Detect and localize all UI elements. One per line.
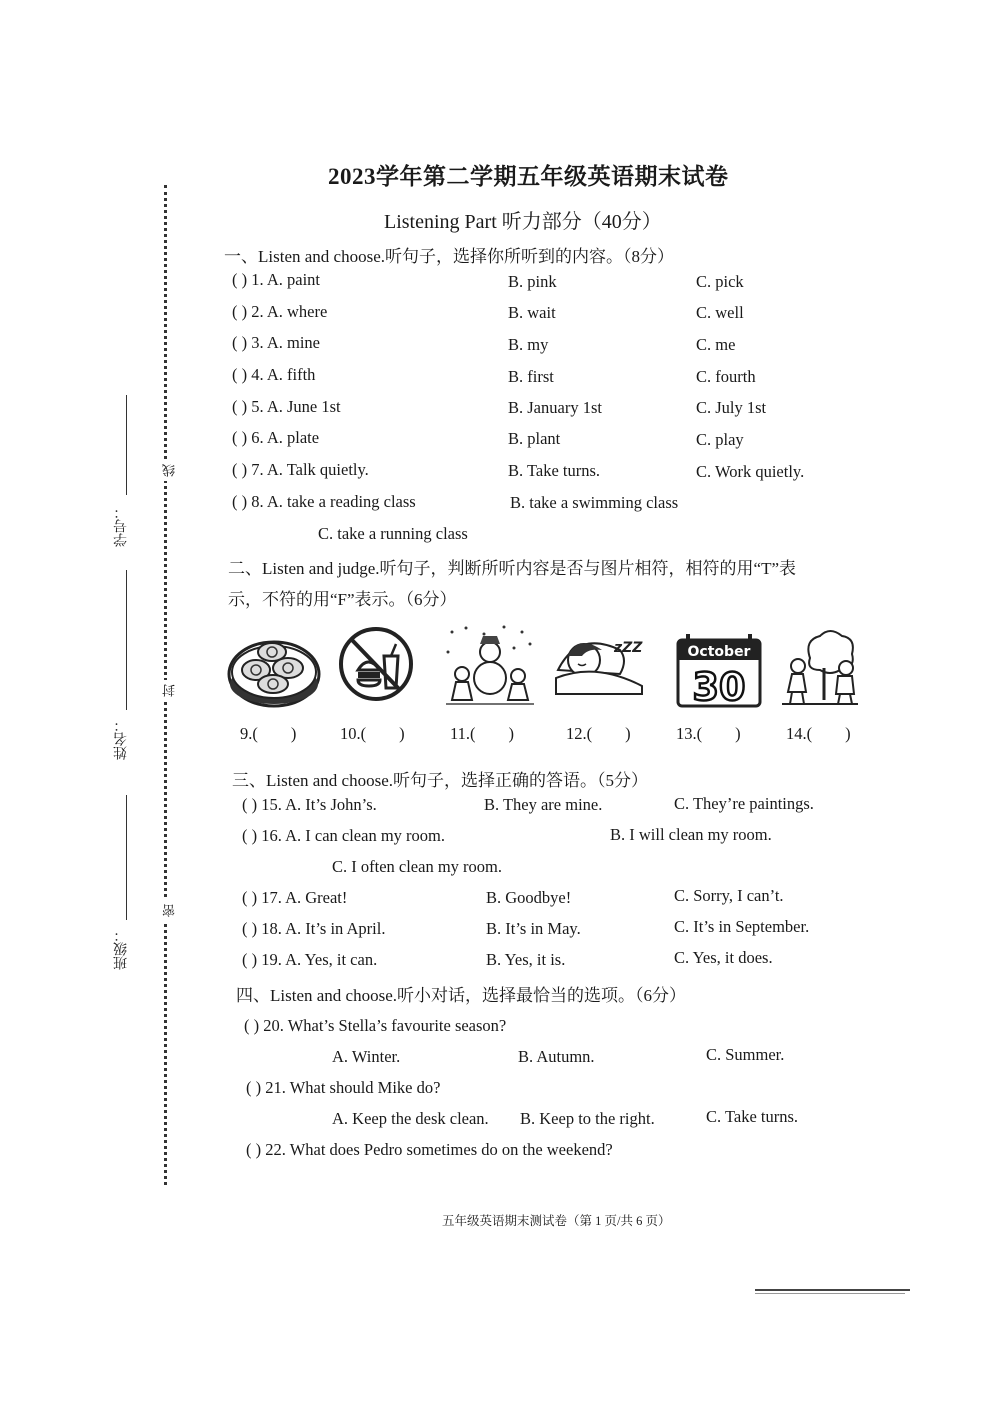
q5-stem: ( ) 5. A. June 1st [232,397,341,416]
q21-option-b: B. Keep to the right. [520,1109,655,1128]
answer-10[interactable]: 10.( ) [340,724,405,743]
scan-edge-line [755,1289,910,1291]
student-id-field[interactable] [126,395,127,495]
q6-option-b: B. plant [508,429,561,448]
page-footer: 五年级英语期末测试卷（第 1 页/共 6 页） [442,1214,671,1228]
q4-option-c: C. fourth [696,367,756,386]
q15-stem: ( ) 15. A. It’s John’s. [242,795,377,814]
q16-option-b: B. I will clean my room. [610,825,772,844]
section2-heading-line1: 二、Listen and judge.听句子，判断所听内容是否与图片相符，相符的用“T”表 [228,559,797,578]
class-label: 班级： [114,928,129,970]
q8-option-c: C. take a running class [318,524,468,543]
calendar-day: 30 [692,665,746,708]
q8-stem: ( ) 8. A. take a reading class [232,492,416,511]
name-field[interactable] [126,570,127,710]
seal-char-feng: 封 [160,680,179,701]
q19-stem: ( ) 19. A. Yes, it can. [242,950,378,969]
q16-stem: ( ) 16. A. I can clean my room. [242,826,445,845]
q18-option-c: C. It’s in September. [674,917,810,936]
q2-option-b: B. wait [508,303,556,322]
answer-12[interactable]: 12.( ) [566,724,631,743]
q5-option-c: C. July 1st [696,398,767,417]
q19-option-c: C. Yes, it does. [674,948,773,967]
picture-snowman-children [444,622,536,713]
q17-option-c: C. Sorry, I can’t. [674,886,784,905]
name-label: 姓名： [114,718,129,760]
picture-mooncakes [226,622,322,717]
q20-option-c: C. Summer. [706,1045,785,1064]
q22-stem: ( ) 22. What does Pedro sometimes do on the weekend? [246,1140,613,1159]
q21-option-a: A. Keep the desk clean. [332,1109,489,1128]
picture-no-food-sign [338,622,418,707]
q6-stem: ( ) 6. A. plate [232,428,320,447]
q2-option-c: C. well [696,303,744,322]
calendar-month: October [687,644,751,660]
zzz-text: zZZ [614,640,643,656]
seal-char-xian: 线 [160,460,179,481]
q20-stem: ( ) 20. What’s Stella’s favourite season? [244,1016,507,1035]
picture-calendar [676,634,762,713]
q3-stem: ( ) 3. A. mine [232,333,320,352]
q3-option-c: C. me [696,335,736,354]
q7-option-c: C. Work quietly. [696,462,805,481]
student-id-label: 学号： [114,505,129,547]
q21-stem: ( ) 21. What should Mike do? [246,1078,441,1097]
q15-option-c: C. They’re paintings. [674,794,814,813]
q5-option-b: B. January 1st [508,398,602,417]
page-title: 2023学年第二学期五年级英语期末试卷 [328,164,729,189]
q6-option-c: C. play [696,430,744,449]
answer-13[interactable]: 13.( ) [676,724,741,743]
answer-9[interactable]: 9.( ) [240,724,297,743]
q1-option-b: B. pink [508,272,557,291]
q2-stem: ( ) 2. A. where [232,302,328,321]
q3-option-b: B. my [508,335,549,354]
q16-option-c: C. I often clean my room. [332,857,502,876]
section2-heading-line2: 示，不符的用“F”表示。（6分） [228,590,457,609]
picture-tree-planting [780,628,860,713]
q8-option-b: B. take a swimming class [510,493,679,512]
q17-stem: ( ) 17. A. Great! [242,888,348,907]
scan-edge-line-secondary [755,1293,905,1294]
q7-option-b: B. Take turns. [508,461,601,480]
q4-option-b: B. first [508,367,554,386]
q4-stem: ( ) 4. A. fifth [232,365,316,384]
class-field[interactable] [126,795,127,920]
picture-sleeping-child [554,622,664,703]
q1-option-c: C. pick [696,272,744,291]
section4-heading: 四、Listen and choose.听小对话，选择最恰当的选项。（6分） [236,986,686,1005]
q1-stem: ( ) 1. A. paint [232,270,320,289]
q21-option-c: C. Take turns. [706,1107,799,1126]
section1-heading: 一、Listen and choose.听句子，选择你所听到的内容。（8分） [224,247,674,266]
answer-11[interactable]: 11.( ) [450,724,515,743]
answer-14[interactable]: 14.( ) [786,724,851,743]
q7-stem: ( ) 7. A. Talk quietly. [232,460,369,479]
q17-option-b: B. Goodbye! [486,888,572,907]
q18-stem: ( ) 18. A. It’s in April. [242,919,386,938]
page-subtitle: Listening Part 听力部分（40分） [384,211,662,233]
q18-option-b: B. It’s in May. [486,919,581,938]
q20-option-b: B. Autumn. [518,1047,595,1066]
q15-option-b: B. They are mine. [484,795,603,814]
section3-heading: 三、Listen and choose.听句子，选择正确的答语。（5分） [232,771,648,790]
q20-option-a: A. Winter. [332,1047,401,1066]
q19-option-b: B. Yes, it is. [486,950,566,969]
seal-char-mi: 密 [160,900,179,921]
